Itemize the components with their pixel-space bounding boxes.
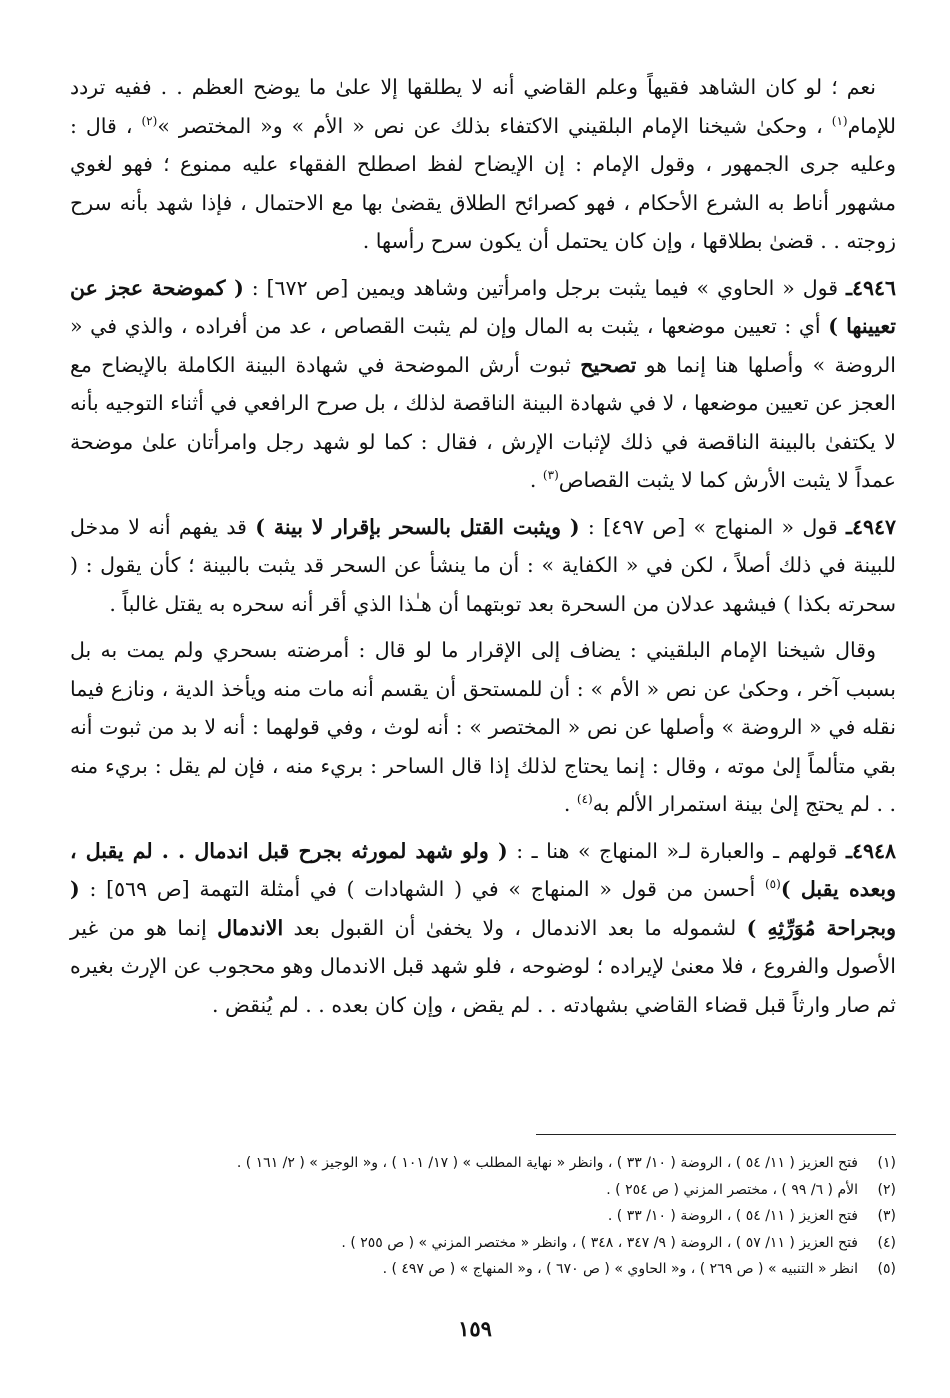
issue-number: ٤٩٤٧ـ xyxy=(845,514,896,539)
paragraph-text: ثبوت أرش الموضحة في شهادة البينة الكاملة بالإيضاح مع العجز عن تعيين موضعها ، لا في شهادة البينة الناقصة لذلك ، بل صرح الرافعي في أثناء التوجيه بأنه لا يكتفىٰ بالبينة الناقصة في ذلك لإثبات الإرش ، فقال : كما لو شهد رجل وامرأتان علىٰ موضحة عمداً لا يثبت الأرش كما لا يثبت القصاص xyxy=(70,352,896,492)
paragraph-bulqini xyxy=(70,631,896,824)
footnote-number: (٣) xyxy=(877,1208,896,1224)
footnote-item xyxy=(70,1177,896,1204)
paragraph-1 xyxy=(70,68,896,261)
footnote-item xyxy=(70,1150,896,1177)
footnote-text: فتح العزيز ( ١١/ ٥٤ ) ، الروضة ( ١٠/ ٣٣ ) ، وانظر « نهاية المطلب » ( ١٧/ ١٠١ ) ، و« الوجيز » ( ٢/ ١٦١ ) . xyxy=(236,1155,858,1171)
paragraph-text: قول « الحاوي » فيما يثبت برجل وامرأتين وشاهد ويمين [ص ٦٧٢] : xyxy=(243,275,846,300)
paragraph-text: أحسن من قول « المنهاج » في ( الشهادات ) في أمثلة التهمة [ص ٥٦٩] : xyxy=(79,877,765,901)
footnote-item xyxy=(70,1203,896,1230)
footnote-divider xyxy=(536,1134,896,1135)
quoted-text: ( كموضحة عجز عن تعيينها ) xyxy=(70,275,896,338)
footnote-ref[interactable]: (٣) xyxy=(542,468,559,483)
issue-number: ٤٩٤٨ـ xyxy=(845,838,896,863)
main-text xyxy=(70,68,896,1032)
paragraph-text: ، قال : وعليه جرى الجمهور ، وقول الإمام : إن الإيضاح لفظ اصطلح الفقهاء عليه ممنوع ؛ فهو لغوي مشهور أناط به الشرع الأحكام ، فهو كصرائح الطلاق يقضىٰ بها مع الاحتمال ، فإذا شهد بأنه سرح زوجته . . قضىٰ بطلاقها ، وإن كان يحتمل أن يكون سرح رأسها . xyxy=(70,113,896,253)
footnote-text: فتح العزيز ( ١١/ ٥٧ ) ، الروضة ( ٩/ ٣٤٧ ، ٣٤٨ ) ، وانظر « مختصر المزني » ( ص ٢٥٥ ) . xyxy=(341,1234,858,1251)
paragraph-text: . xyxy=(529,468,543,492)
paragraph-text: قولهم ـ والعبارة لـ« المنهاج » هنا ـ : xyxy=(507,838,846,863)
paragraph-text: نعم ؛ لو كان الشاهد فقيهاً وعلم القاضي أنه لا يطلقها إلا علىٰ ما يوضح العظم . . ففيه تردد للإمام xyxy=(70,75,896,138)
paragraph-text: . xyxy=(563,792,577,816)
footnote-text: انظر « التنبيه » ( ص ٢٦٩ ) ، و« الحاوي » ( ص ٦٧٠ ) ، و« المنهاج » ( ص ٤٩٧ ) . xyxy=(382,1261,858,1277)
footnote-text: الأم ( ٦/ ٩٩ ) ، مختصر المزني ( ص ٢٥٤ ) . xyxy=(606,1181,858,1198)
quoted-text: ( ويثبت القتل بالسحر بإقرار لا بينة ) xyxy=(255,514,580,539)
quoted-text: ( وبجراحة مُوَرِّثِهِ ) xyxy=(70,877,896,940)
emphasis-word: الاندمال xyxy=(217,915,284,940)
page-number: ١٥٩ xyxy=(458,1316,492,1341)
footnote-number: (٥) xyxy=(877,1261,896,1277)
quoted-text: ( ولو شهد لمورثه بجرح قبل اندمال . . لم يقبل ، وبعده يقبل ) xyxy=(70,838,897,901)
footnote-text: فتح العزيز ( ١١/ ٥٤ ) ، الروضة ( ١٠/ ٣٣ ) . xyxy=(607,1208,858,1224)
footnote-ref[interactable]: (٤) xyxy=(576,792,593,807)
footnote-ref[interactable]: (٢) xyxy=(141,113,158,128)
footnote-item xyxy=(70,1230,896,1257)
paragraph-text: قول « المنهاج » [ص ٤٩٧] : xyxy=(579,514,846,539)
footnote-number: (١) xyxy=(877,1155,896,1171)
paragraph-text: قد يفهم أنه لا مدخل للبينة في ذلك أصلاً ، لكن في « الكفاية » : أن ما ينشأ عن السحر قد يثبت بالبينة ؛ كأن يقول : ( سحرته بكذا ) فيشهد عدلان من السحرة بعد توبتهما أن هـٰذا الذي أقر أنه سحره به يقتل غالباً . xyxy=(70,514,897,616)
footnote-item xyxy=(70,1256,896,1283)
footnote-ref[interactable]: (١) xyxy=(831,113,848,128)
emphasis-word: تصحيح xyxy=(580,352,637,377)
paragraph-4948 xyxy=(70,832,896,1025)
footnote-ref[interactable]: (٥) xyxy=(764,877,781,892)
footnote-number: (٤) xyxy=(877,1234,896,1251)
paragraph-text: ، وحكىٰ شيخنا الإمام البلقيني الاكتفاء بذلك عن نص « الأم » و« المختصر » xyxy=(157,113,832,138)
paragraph-text: لشموله ما بعد الاندمال ، ولا يخفىٰ أن القبول بعد xyxy=(283,915,747,940)
paragraph-4946 xyxy=(70,269,896,500)
issue-number: ٤٩٤٦ـ xyxy=(845,275,896,300)
paragraph-text: وقال شيخنا الإمام البلقيني : يضاف إلى الإقرار ما لو قال : أمرضته بسحري ولم يمت به بل بسبب آخر ، وحكىٰ عن نص « الأم » : أن للمستحق أن يقسم أنه مات منه ويأخذ الدية ، ونازع فيما نقله في « الروضة » وأصلها عن نص « المختصر » : أنه لوث ، وفي قولهما : أنه لا بد من ثبوت أنه بقي متألماً إلىٰ موته ، وقال : إنما يحتاج لذلك إذا قال الساحر : بريء منه ، فإن لم يقل : بريء منه . . لم يحتج إلىٰ بينة استمرار الألم به xyxy=(70,638,896,816)
paragraph-text: إنما هو من غير الأصول والفروع ، فلا معنىٰ لإيراده ؛ لوضوحه ، فلو شهد قبل الاندمال وهو محجوب عن الإرث بغيره ثم صار وارثاً قبل قضاء القاضي بشهادته . . لم يقض ، وإن كان بعده . . لم يُنقض . xyxy=(70,915,896,1017)
paragraph-text: أي : تعيين موضعها ، يثبت به المال وإن لم يثبت القصاص ، عد من أفراده ، والذي في « الروضة » وأصلها هنا إنما هو xyxy=(70,314,896,377)
footnotes xyxy=(70,1150,896,1283)
paragraph-4947 xyxy=(70,508,896,624)
footnote-number: (٢) xyxy=(877,1181,896,1198)
